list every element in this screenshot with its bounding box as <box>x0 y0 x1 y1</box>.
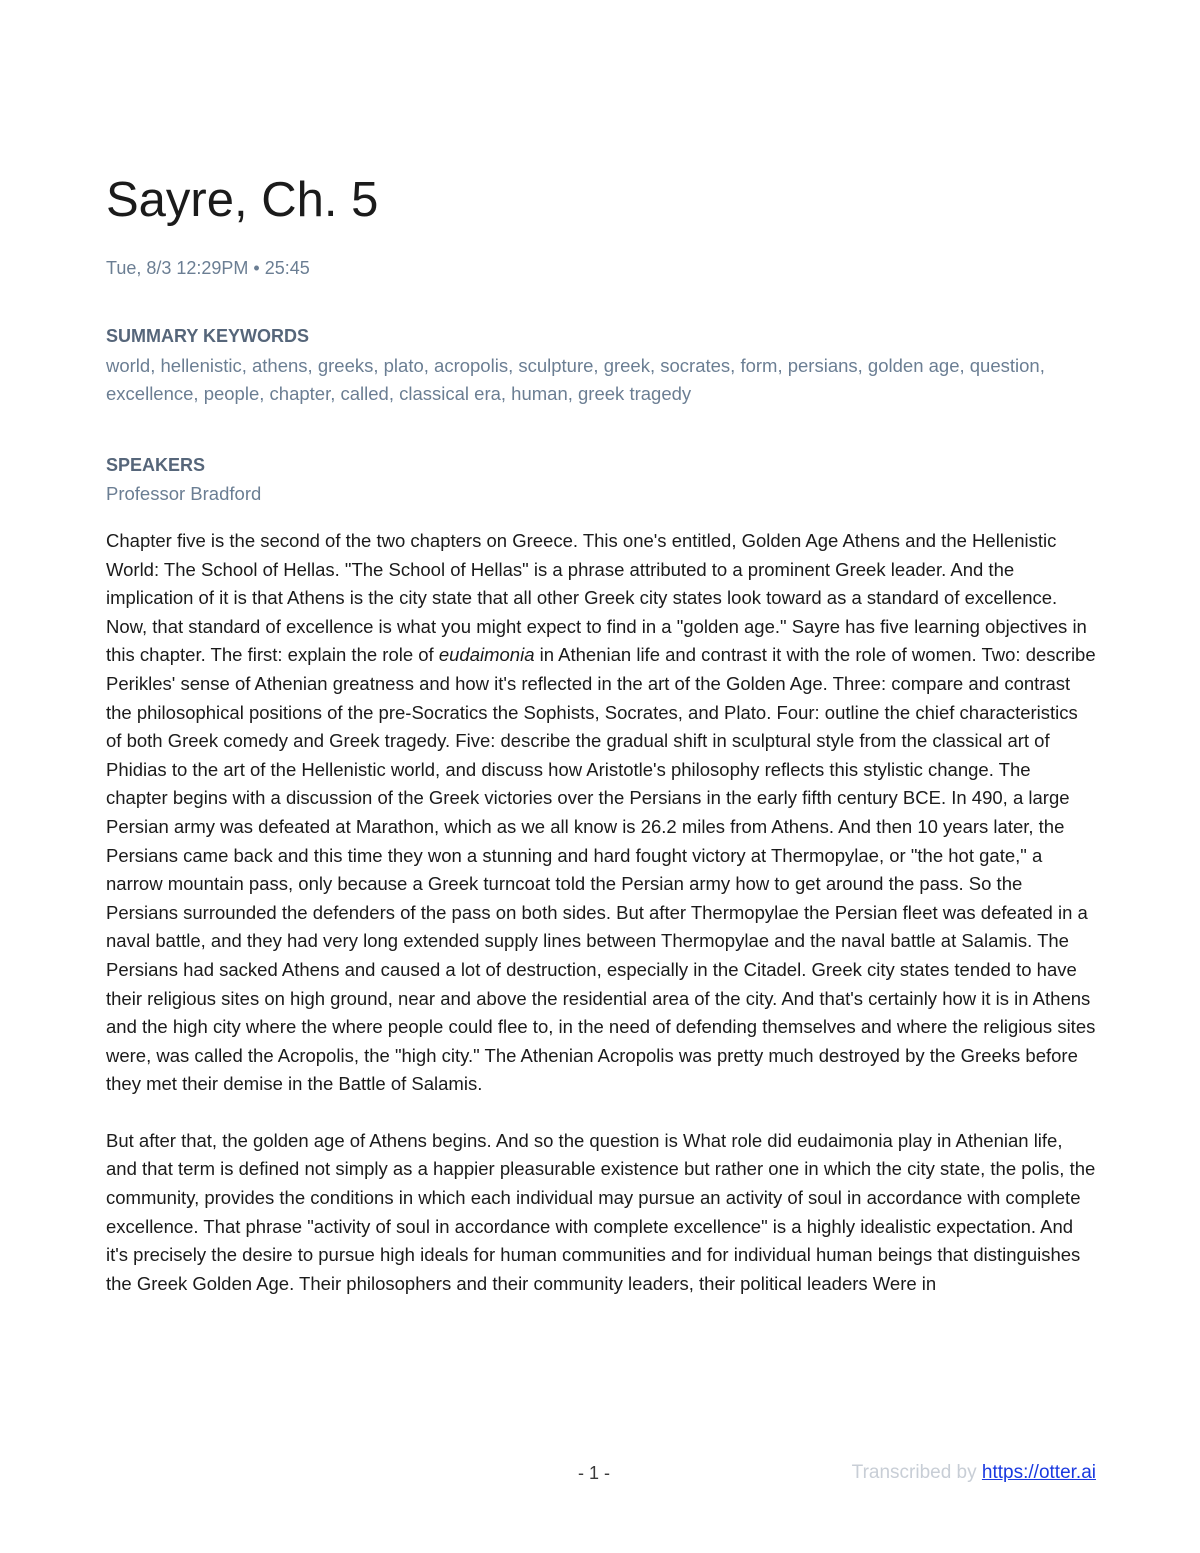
transcript-text: in Athenian life and contrast it with the role of women. Two: describe Perikles' sense of Athenian greatness and how it's reflected in the art of the Golden Age. Three: compare and contrast the philosophical positions of the pre-Socratics the Sophists, Socrates, and Plato. Four: outline the chief characteristics of both Greek comedy and Greek tragedy. Five: describe the gradual shift in sculptural style from the classical art of Phidias to the art of the Hellenistic world, and discuss how Aristotle's philosophy reflects this stylistic change. The chapter begins with a discussion of the Greek victories over the Persians in the early fifth century BCE. In 490, a large Persian army was defeated at Marathon, which as we all know is 26.2 miles from Athens. And then 10 years later, the Persians came back and this time they won a stunning and hard fought victory at Thermopylae, or "the hot gate," a narrow mountain pass, only because a Greek turncoat told the Persian army how to get around the pass. So the Persians surrounded the defenders of the pass on both sides. But after Thermopylae the Persian fleet was defeated in a naval battle, and they had very long extended supply lines between Thermopylae and the naval battle at Salamis. The Persians had sacked Athens and caused a lot of destruction, especially in the Citadel. Greek city states tended to have their religious sites on high ground, near and above the residential area of the city. And that's certainly how it is in Athens and the high city where the where people could flee to, in the need of defending themselves and where the religious sites were, was called the Acropolis, the "high city." The Athenian Acropolis was pretty much destroyed by the Greeks before they met their demise in the Battle of Salamis. <box>106 644 1096 1095</box>
credit-text: Transcribed by <box>851 1462 982 1483</box>
transcription-credit <box>852 1460 1096 1486</box>
recording-meta: Tue, 8/3 12:29PM • 25:45 <box>106 258 310 278</box>
summary-keywords-list: world, hellenistic, athens, greeks, plato, acropolis, sculpture, greek, socrates, form, persians, golden age, question, excellence, people, chapter, called, classical era, human, greek tragedy <box>106 355 1045 404</box>
transcript-text: Chapter five is the second of the two chapters on Greece. This one's entitled, Golden Age Athens and the Hellenistic World: The School of Hellas. "The School of Hellas" is a phrase attributed to a prominent Greek leader. And the implication of it is that Athens is the city state that all other Greek city states look toward as a standard of excellence. Now, that standard of excellence is what you might expect to find in a "golden age." Sayre has five learning objectives in this chapter. The first: explain the role of <box>106 530 1087 666</box>
transcript-paragraph <box>106 527 1096 1099</box>
transcript-emphasis: eudaimonia <box>438 644 535 666</box>
otter-link[interactable]: https://otter.ai <box>981 1462 1096 1483</box>
document-title: Sayre, Ch. 5 <box>106 173 379 227</box>
summary-keywords-heading: SUMMARY KEYWORDS <box>106 326 310 346</box>
transcript-body <box>106 527 1096 1298</box>
speaker-name: Professor Bradford <box>106 483 262 504</box>
transcript-paragraph: But after that, the golden age of Athens begins. And so the question is What role did eudaimonia play in Athenian life, and that term is defined not simply as a happier pleasurable existence but rather one in which the city state, the polis, the community, provides the conditions in which each individual may pursue an activity of soul in accordance with complete excellence. That phrase "activity of soul in accordance with complete excellence" is a highly idealistic expectation. And it's precisely the desire to pursue high ideals for human communities and for individual human beings that distinguishes the Greek Golden Age. Their philosophers and their community leaders, their political leaders Were in <box>106 1129 1096 1294</box>
speakers-heading: SPEAKERS <box>106 455 206 475</box>
page-number: - 1 - <box>578 1463 611 1483</box>
